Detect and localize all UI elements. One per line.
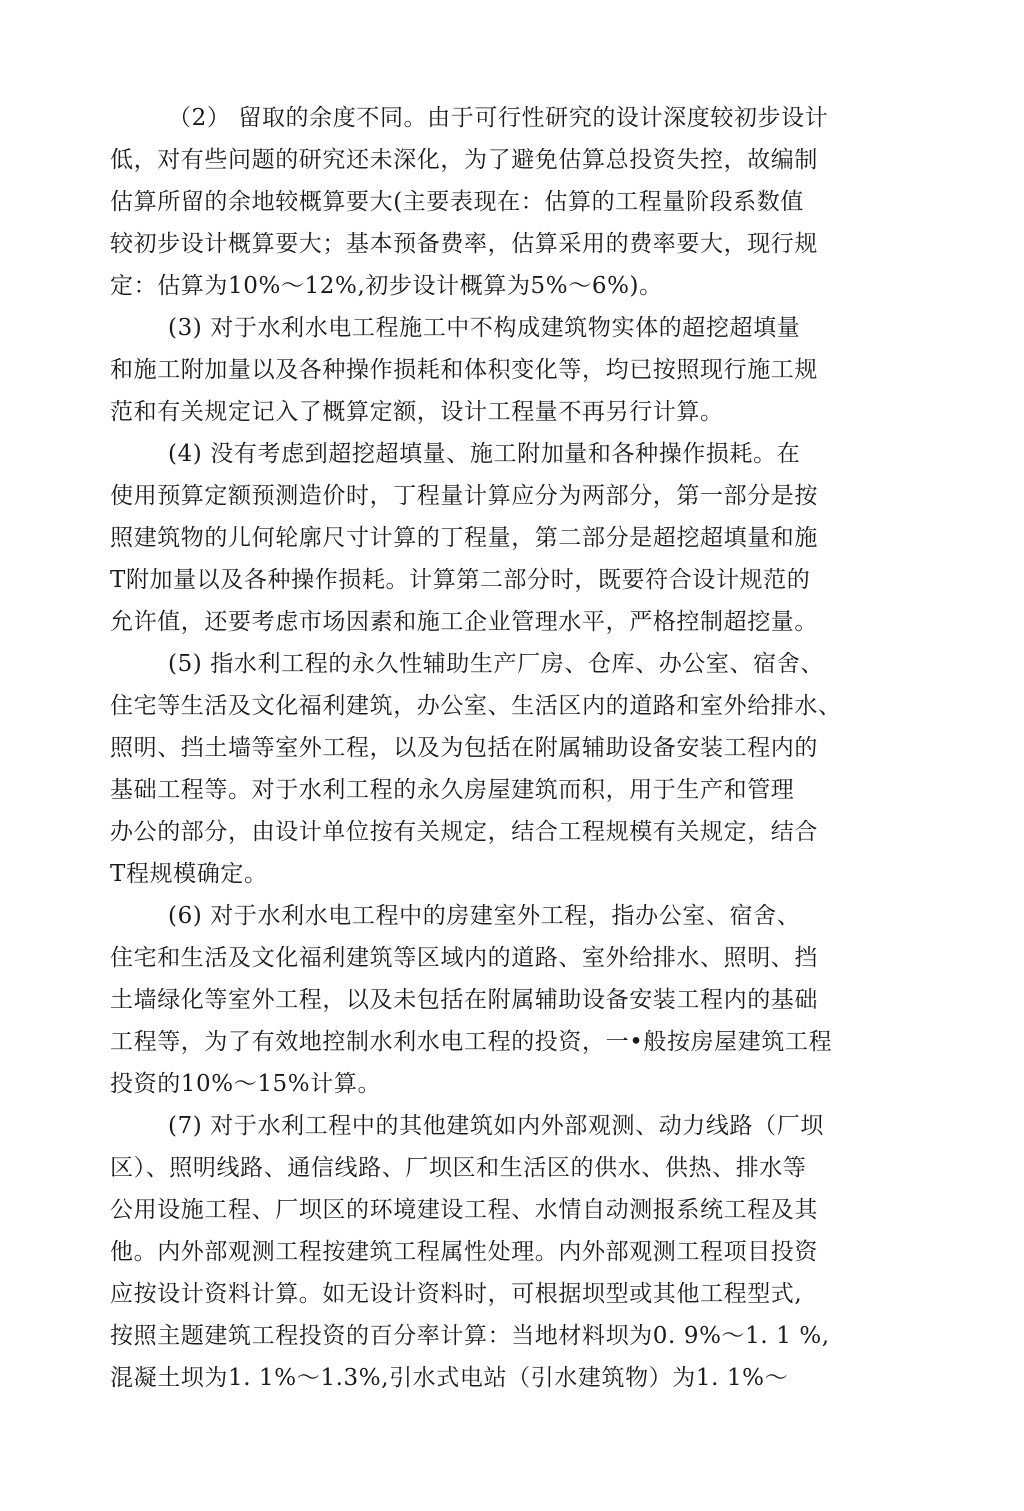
text-line: 低，对有些问题的研究还未深化，为了避免估算总投资失控，故编制 [110, 147, 818, 173]
text-line: (5) 指水利工程的永久性辅助生产厂房、仓库、办公室、宿舍、 [168, 651, 824, 677]
text-line: 住宅等生活及文化福利建筑，办公室、生活区内的道路和室外给排水、 [110, 693, 842, 719]
text-line: (3) 对于水利水电工程施工中不构成建筑物实体的超挖超填量 [168, 315, 801, 341]
text-line: (6) 对于水利水电工程中的房建室外工程，指办公室、宿舍、 [168, 903, 801, 929]
text-line: 工程等，为了有效地控制水利水电工程的投资，一•般按房屋建筑工程 [110, 1029, 833, 1055]
text-line: 应按设计资料计算。如无设计资料时，可根据坝型或其他工程型式, [110, 1281, 803, 1307]
text-line: 较初步设计概算要大；基本预备费率，估算采用的费率要大，现行规 [110, 231, 818, 257]
text-line: 定：估算为10%～12%,初步设计概算为5%～6%)。 [110, 273, 663, 299]
text-line: T程规模确定。 [110, 861, 268, 887]
text-line: 和施工附加量以及各种操作损耗和体积变化等，均已按照现行施工规 [110, 357, 818, 383]
text-line: 混凝土坝为1. 1%～1.3%,引水式电站（引水建筑物）为1. 1%～ [110, 1365, 789, 1391]
text-line: 照建筑物的儿何轮廓尺寸计算的丁程量，第二部分是超挖超填量和施 [110, 525, 818, 551]
text-line: 办公的部分，由设计单位按有关规定，结合工程规模有关规定，结合 [110, 819, 818, 845]
text-line: 允许值，还要考虑市场因素和施工企业管理水平，严格控制超挖量。 [110, 609, 818, 635]
text-line: 区）、照明线路、通信线路、厂坝区和生活区的供水、供热、排水等 [110, 1155, 807, 1181]
text-line: （2） 留取的余度不同。由于可行性研究的设计深度较初步设计 [168, 105, 829, 131]
text-line: 照明、挡土墙等室外工程，以及为包括在附属辅助设备安装工程内的 [110, 735, 818, 761]
text-line: 按照主题建筑工程投资的百分率计算：当地材料坝为0. 9%～1. 1 %, [110, 1323, 830, 1349]
text-line: 土墙绿化等室外工程，以及未包括在附属辅助设备安装工程内的基础 [110, 987, 818, 1013]
text-line: 他。内外部观测工程按建筑工程属性处理。内外部观测工程项目投资 [110, 1239, 818, 1265]
text-line: 住宅和生活及文化福利建筑等区域内的道路、室外给排水、照明、挡 [110, 945, 818, 971]
text-line: 公用设施工程、厂坝区的环境建设工程、水情自动测报系统工程及其 [110, 1197, 818, 1223]
text-line: 基础工程等。对于水利工程的永久房屋建筑而积，用于生产和管理 [110, 777, 795, 803]
text-line: T附加量以及各种操作损耗。计算第二部分时，既要符合设计规范的 [110, 567, 811, 593]
text-line: 范和有关规定记入了概算定额，设计工程量不再另行计算。 [110, 399, 724, 425]
text-line: (4) 没有考虑到超挖超填量、施工附加量和各种操作损耗。在 [168, 441, 801, 467]
text-line: 估算所留的余地较概算要大(主要表现在：估算的工程量阶段系数值 [110, 189, 804, 215]
text-line: 投资的10%～15%计算。 [110, 1071, 382, 1097]
text-line: (7) 对于水利工程中的其他建筑如内外部观测、动力线路（厂坝 [168, 1113, 824, 1139]
text-line: 使用预算定额预测造价时，丁程量计算应分为两部分，第一部分是按 [110, 483, 818, 509]
